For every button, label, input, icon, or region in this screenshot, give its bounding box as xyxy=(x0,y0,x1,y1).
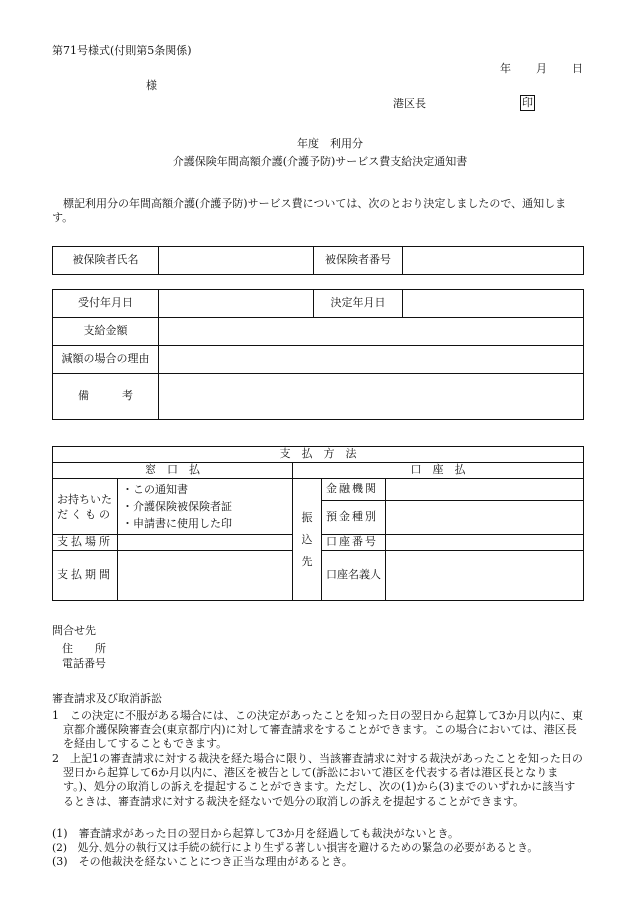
page-title: 介護保険年間高額介護(介護予防)サービス費支給決定通知書 xyxy=(172,155,468,168)
insured-number-label: 被保険者番号 xyxy=(314,247,403,275)
transfer-destination-label: 振 込 先 xyxy=(293,479,322,601)
account-holder-value xyxy=(386,551,584,601)
received-date-label: 受付年月日 xyxy=(53,290,159,318)
reduction-reason-value xyxy=(159,346,584,374)
list-item: ・申請書に使用した印 xyxy=(122,517,232,530)
payment-period-value xyxy=(118,551,293,601)
account-holder-label: 口座名義人 xyxy=(322,551,386,601)
seal-icon: 印 xyxy=(522,96,533,109)
insured-name-value xyxy=(159,247,314,275)
date-day-label: 日 xyxy=(572,62,583,75)
amount-label: 支給金額 xyxy=(53,318,159,346)
appeal-sub-2: (2) 処分､処分の執行又は手続の続行により生ずる著しい損害を避けるための緊急の必要があるとき。 xyxy=(52,842,538,854)
remarks-value xyxy=(159,374,584,420)
issuer: 港区長 xyxy=(393,97,426,110)
bring-items-list xyxy=(118,479,293,535)
decision-date-label: 決定年月日 xyxy=(314,290,403,318)
bring-items-label: お持ちいた だくもの xyxy=(53,479,118,535)
payment-period-label: 支払期間 xyxy=(53,551,118,601)
date-year-label: 年 xyxy=(500,62,511,75)
intro-text: 標記利用分の年間高額介護(介護予防)サービス費については、次のとおり決定しましたので、通知します。 xyxy=(52,197,567,225)
appeal-item-1: 1 この決定に不服がある場合には、この決定があったことを知った日の翌日から起算して3か月以内に、東京都介護保険審査会(東京都庁内)に対して審査請求をすることができます。この場合においては、港区長を経由してすることもできます。 xyxy=(52,709,583,751)
reduction-reason-label: 減額の場合の理由 xyxy=(53,346,159,374)
contact-phone-label: 電話番号 xyxy=(62,657,106,670)
title-period: 年度 利用分 xyxy=(297,137,363,150)
remarks-label: 備 考 xyxy=(53,374,159,420)
amount-value xyxy=(159,318,584,346)
decision-date-value xyxy=(403,290,584,318)
list-item: ・この通知書 xyxy=(122,483,188,496)
bank-label: 金融機関 xyxy=(322,479,386,501)
deposit-type-label: 預金種別 xyxy=(322,501,386,535)
account-payment-heading: 口 座 払 xyxy=(293,463,584,479)
insured-number-value xyxy=(403,247,584,275)
appeal-sub-1: (1) 審査請求があった日の翌日から起算して3か月を経過しても裁決がないとき。 xyxy=(52,827,460,840)
addressee-suffix: 様 xyxy=(146,79,157,92)
list-item: ・介護保険被保険者証 xyxy=(122,500,232,513)
appeal-sub-3: (3) その他裁決を経ないことにつき正当な理由があるとき。 xyxy=(52,855,353,868)
received-date-value xyxy=(159,290,314,318)
window-payment-heading: 窓 口 払 xyxy=(53,463,293,479)
insured-table xyxy=(52,246,584,275)
form-number: 第71号様式(付則第5条関係) xyxy=(52,44,192,57)
deposit-type-value xyxy=(386,501,584,535)
seal-mark xyxy=(520,95,535,111)
date-month-label: 月 xyxy=(536,62,547,75)
appeal-item-2: 2 上記1の審査請求に対する裁決を経た場合に限り、当該審査請求に対する裁決があったことを知った日の翌日から起算して6か月以内に、港区を被告として(訴訟において港区を代表する者は港区長となります。)、処分の取消しの訴えを提起することができます。ただし、次の(1)から(3)までのいずれかに該当するときは、審査請求に対する裁決を経ないで処分の取消しの訴えを提起することができます。 xyxy=(52,752,583,808)
payment-place-label: 支払場所 xyxy=(53,535,118,551)
payment-table xyxy=(52,446,584,601)
payment-heading: 支 払 方 法 xyxy=(53,447,584,463)
insured-name-label: 被保険者氏名 xyxy=(53,247,159,275)
account-number-label: 口座番号 xyxy=(322,535,386,551)
payment-place-value xyxy=(118,535,293,551)
account-number-value xyxy=(386,535,584,551)
contact-heading: 問合せ先 xyxy=(52,624,96,637)
bank-value xyxy=(386,479,584,501)
appeal-heading: 審査請求及び取消訴訟 xyxy=(52,692,162,705)
contact-address-label: 住 所 xyxy=(62,642,106,655)
decision-table xyxy=(52,289,584,420)
